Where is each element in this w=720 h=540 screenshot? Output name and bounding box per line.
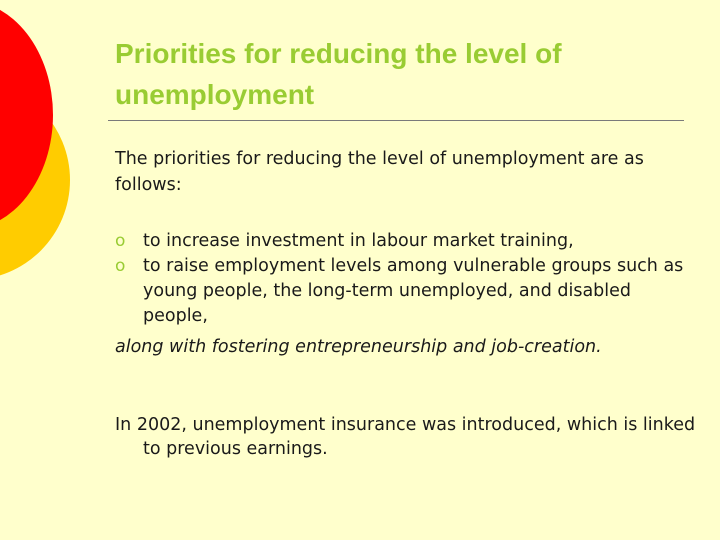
bullet-circle-icon: o bbox=[115, 256, 126, 276]
priorities-list bbox=[115, 229, 685, 329]
list-item-text: to increase investment in labour market training, bbox=[143, 231, 574, 251]
list-item bbox=[115, 254, 685, 329]
slide-title: Priorities for reducing the level of unemployment bbox=[115, 38, 562, 110]
italic-note: along with fostering entrepreneurship and job-creation. bbox=[115, 337, 602, 357]
list-item-text: to raise employment levels among vulnerable groups such as young people, the long-term unemployed, and disabled people, bbox=[143, 256, 684, 326]
bullet-circle-icon: o bbox=[115, 231, 126, 251]
list-item bbox=[115, 229, 685, 254]
decorative-red-circle bbox=[0, 0, 53, 230]
final-paragraph: In 2002, unemployment insurance was introduced, which is linked to previous earnings. bbox=[115, 415, 696, 459]
intro-paragraph: The priorities for reducing the level of unemployment are as follows: bbox=[115, 149, 644, 195]
decorative-yellow-circle bbox=[0, 80, 70, 280]
title-divider bbox=[108, 120, 684, 121]
